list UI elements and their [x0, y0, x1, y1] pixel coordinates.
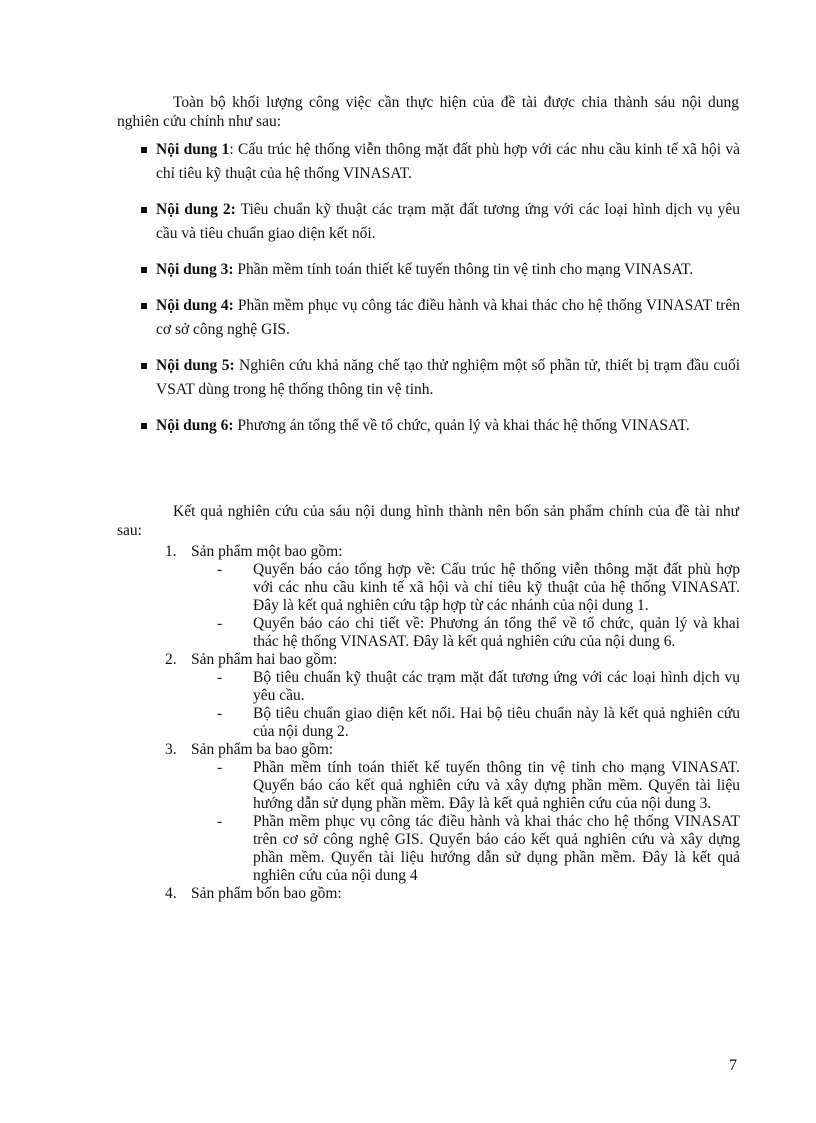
- product-title: 4. Sản phẩm bốn bao gồm:: [165, 885, 342, 902]
- product-item: - Phần mềm tính toán thiết kế tuyến thông tin vệ tinh cho mạng VINASAT. Quyển báo cáo kết quả nghiên cứu và xây dựng phần mềm. Quyển tài liệu hướng dẫn sử dụng phần mềm. Đây là kết quả nghiên cứu của nội dung 3.: [217, 759, 740, 812]
- intro-paragraph: Toàn bộ khối lượng công việc cần thực hiện của đề tài được chia thành sáu nội dung nghiên cứu chính như sau:: [117, 94, 739, 130]
- content-item-6: Nội dung 6: Phương án tổng thể về tổ chức, quản lý và khai thác hệ thống VINASAT.: [138, 414, 740, 438]
- product-item: - Quyển báo cáo tổng hợp về: Cấu trúc hệ thống viễn thông mặt đất phù hợp với các nhu cầu kinh tế xã hội và chỉ tiêu kỹ thuật của hệ thống VINASAT. Đây là kết quả nghiên cứu tập hợp từ các nhánh của nội dung 1.: [217, 561, 740, 614]
- square-bullet-icon: [141, 303, 147, 309]
- results-paragraph: Kết quả nghiên cứu của sáu nội dung hình thành nên bốn sản phẩm chính của đề tài như sau:: [117, 503, 739, 539]
- content-item-1: Nội dung 1: Cấu trúc hệ thống viễn thông mặt đất phù hợp với các nhu cầu kinh tế xã hội và chỉ tiêu kỹ thuật của hệ thống VINASAT.: [138, 138, 740, 186]
- product-4: [165, 885, 740, 903]
- content-item-2: Nội dung 2: Tiêu chuẩn kỹ thuật các trạm mặt đất tương ứng với các loại hình dịch vụ yêu cầu và tiêu chuẩn giao diện kết nối.: [138, 198, 740, 246]
- content-item-4: Nội dung 4: Phần mềm phục vụ công tác điều hành và khai thác cho hệ thống VINASAT trên cơ sở công nghệ GIS.: [138, 294, 740, 342]
- product-title: 1. Sản phẩm một bao gồm:: [165, 543, 343, 560]
- product-item: - Bộ tiêu chuẩn giao diện kết nối. Hai bộ tiêu chuẩn này là kết quả nghiên cứu của nội dung 2.: [217, 705, 740, 740]
- square-bullet-icon: [141, 267, 147, 273]
- product-item: - Phần mềm phục vụ công tác điều hành và khai thác cho hệ thống VINASAT trên cơ sở công nghệ GIS. Quyển báo cáo kết quả nghiên cứu và xây dựng phần mềm. Quyển tài liệu hướng dẫn sử dụng phần mềm. Đây là kết quả nghiên cứu của nội dung 4: [217, 813, 740, 884]
- product-items: [165, 759, 740, 885]
- product-title: 2. Sản phẩm hai bao gồm:: [165, 651, 338, 668]
- product-2: [165, 651, 740, 741]
- square-bullet-icon: [141, 423, 147, 429]
- square-bullet-icon: [141, 363, 147, 369]
- content-list: [138, 138, 740, 450]
- content-item-3: Nội dung 3: Phần mềm tính toán thiết kế tuyến thông tin vệ tinh cho mạng VINASAT.: [138, 258, 740, 282]
- square-bullet-icon: [141, 147, 147, 153]
- product-items: [165, 669, 740, 741]
- square-bullet-icon: [141, 207, 147, 213]
- page-number: 7: [729, 1057, 737, 1074]
- product-item: - Bộ tiêu chuẩn kỹ thuật các trạm mặt đất tương ứng với các loại hình dịch vụ yêu cầu.: [217, 669, 740, 704]
- product-title: 3. Sản phẩm ba bao gồm:: [165, 741, 334, 758]
- product-items: [165, 561, 740, 651]
- product-3: [165, 741, 740, 885]
- product-item: - Quyển báo cáo chi tiết về: Phương án tổng thể về tổ chức, quản lý và khai thác hệ thống VINASAT. Đây là kết quả nghiên cứu của nội dung 6.: [217, 615, 740, 650]
- product-1: [165, 543, 740, 651]
- product-list: [165, 543, 740, 903]
- content-item-5: Nội dung 5: Nghiên cứu khả năng chế tạo thử nghiệm một số phần tử, thiết bị trạm đầu cuối VSAT dùng trong hệ thống thông tin vệ tinh.: [138, 354, 740, 402]
